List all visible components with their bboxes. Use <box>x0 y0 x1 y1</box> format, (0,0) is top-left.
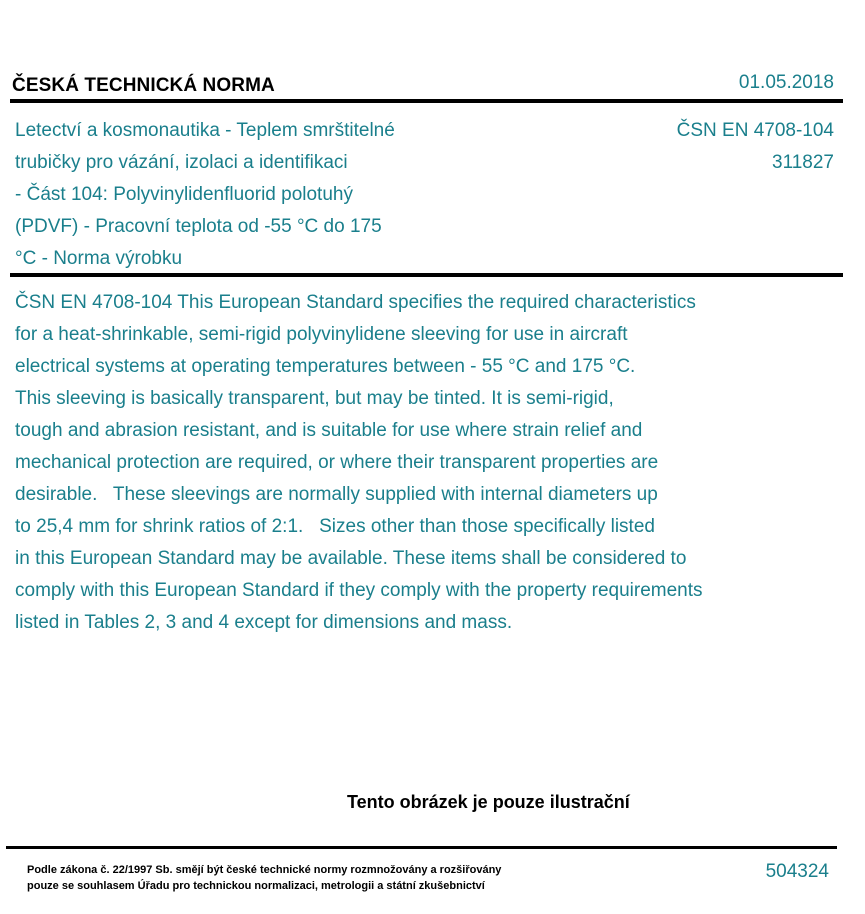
legal-notice-line: pouze se souhlasem Úřadu pro technickou normalizaci, metrologii a státní zkušebnictví <box>27 880 485 892</box>
standard-code: ČSN EN 4708-104 <box>676 120 834 141</box>
abstract-line: for a heat-shrinkable, semi-rigid polyvinylidene sleeving for use in aircraft <box>15 324 628 345</box>
legal-notice <box>27 862 501 894</box>
abstract-line: to 25,4 mm for shrink ratios of 2:1. Sizes other than those specifically listed <box>15 516 655 537</box>
illustration-note: Tento obrázek je pouze ilustrační <box>347 792 630 812</box>
header-divider <box>10 99 843 103</box>
document-number: 504324 <box>765 861 829 882</box>
abstract-line: tough and abrasion resistant, and is suitable for use where strain relief and <box>15 420 643 441</box>
abstract-line: electrical systems at operating temperatures between - 55 °C and 175 °C. <box>15 356 636 377</box>
standard-title-line: - Část 104: Polyvinylidenfluorid polotuhý <box>15 184 353 205</box>
standard-title <box>15 115 485 275</box>
footer-divider <box>6 846 837 849</box>
title-divider <box>10 273 843 277</box>
abstract-line: comply with this European Standard if they comply with the property requirements <box>15 580 703 601</box>
standard-title-line: °C - Norma výrobku <box>15 248 183 269</box>
document-type-title: ČESKÁ TECHNICKÁ NORMA <box>12 75 275 96</box>
abstract-line: in this European Standard may be available. These items shall be considered to <box>15 548 687 569</box>
abstract-line: mechanical protection are required, or where their transparent properties are <box>15 452 659 473</box>
abstract-line: desirable. These sleevings are normally supplied with internal diameters up <box>15 484 658 505</box>
legal-notice-line: Podle zákona č. 22/1997 Sb. smějí být české technické normy rozmnožovány a rozšiřovány <box>27 864 502 876</box>
standard-title-line: trubičky pro vázání, izolaci a identifikaci <box>15 152 348 173</box>
standard-identifiers <box>677 115 834 179</box>
catalog-number: 311827 <box>772 152 834 173</box>
publication-date: 01.05.2018 <box>738 72 834 93</box>
standard-title-line: Letectví a kosmonautika - Teplem smrštitelné <box>15 120 395 141</box>
abstract-line: listed in Tables 2, 3 and 4 except for dimensions and mass. <box>15 612 513 633</box>
abstract-line: This sleeving is basically transparent, but may be tinted. It is semi-rigid, <box>15 388 614 409</box>
standard-title-line: (PDVF) - Pracovní teplota od -55 °C do 175 <box>15 216 382 237</box>
abstract-line: ČSN EN 4708-104 This European Standard specifies the required characteristics <box>15 292 696 313</box>
abstract-text <box>15 287 835 639</box>
